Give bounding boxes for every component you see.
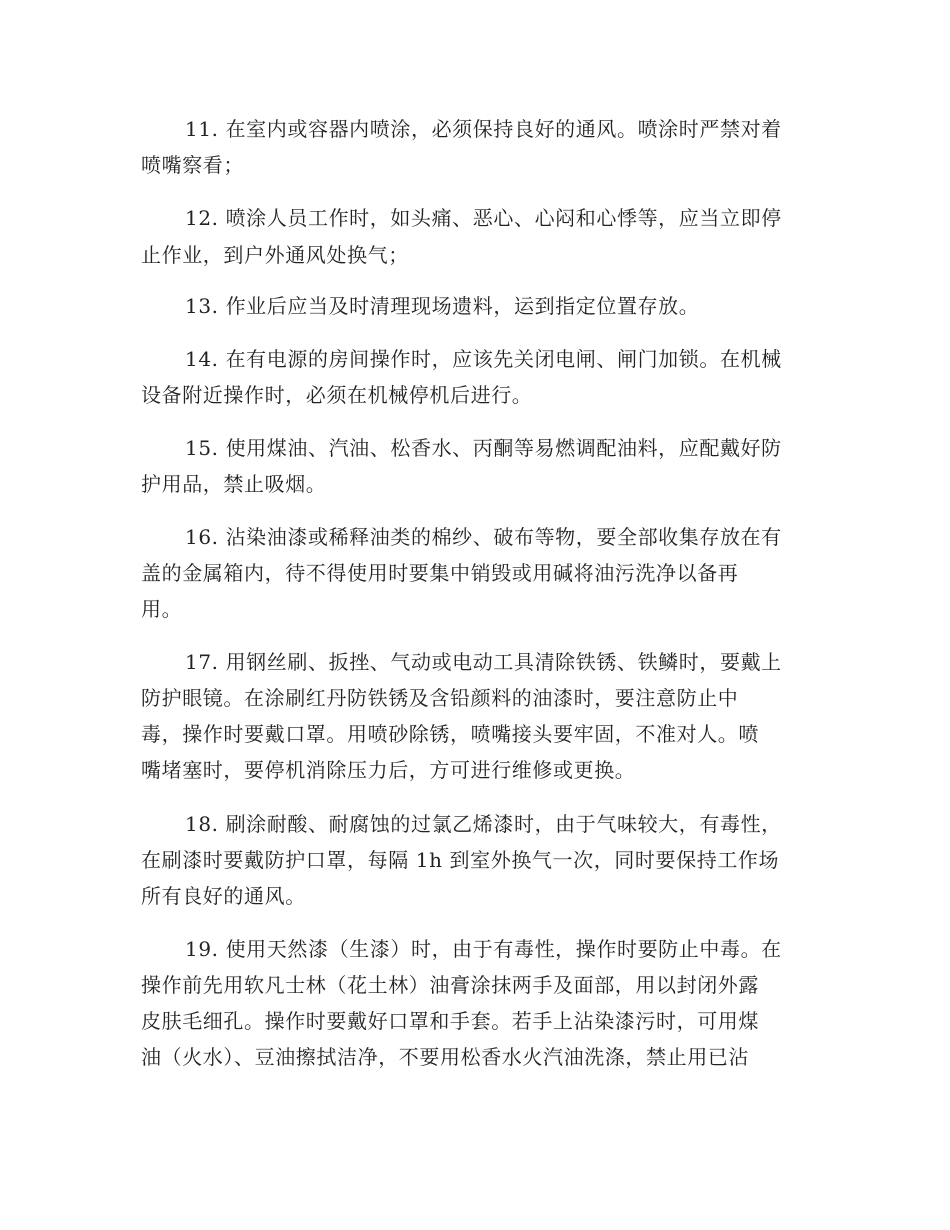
paragraph-16-line-1: 16. 沾染油漆或稀释油类的棉纱、破布等物，要全部收集存放在有 [185, 525, 782, 549]
paragraph-19-line-1: 19. 使用天然漆（生漆）时，由于有毒性，操作时要防止中毒。在 [185, 937, 782, 961]
paragraph-16-line-3: 用。 [141, 597, 183, 621]
paragraph-19-line-3: 皮肤毛细孔。操作时要戴好口罩和手套。若手上沾染漆污时，可用煤 [141, 1009, 759, 1033]
paragraph-15-line-1: 15. 使用煤油、汽油、松香水、丙酮等易燃调配油料，应配戴好防 [185, 436, 782, 460]
paragraph-12-line-2: 止作业，到户外通风处换气； [141, 243, 409, 267]
paragraph-15-line-2: 护用品，禁止吸烟。 [141, 472, 327, 496]
paragraph-17-line-4: 嘴堵塞时，要停机消除压力后，方可进行维修或更换。 [141, 758, 636, 782]
paragraph-18-line-3: 所有良好的通风。 [141, 884, 306, 908]
paragraph-17-line-1: 17. 用钢丝刷、扳挫、气动或电动工具清除铁锈、铁鳞时，要戴上 [185, 650, 782, 674]
paragraph-17-line-3: 毒，操作时要戴口罩。用喷砂除锈，喷嘴接头要牢固，不准对人。喷 [141, 722, 759, 746]
paragraph-17-line-2: 防护眼镜。在涂刷红丹防铁锈及含铅颜料的油漆时，要注意防止中 [141, 686, 739, 710]
paragraph-12-line-1: 12. 喷涂人员工作时，如头痛、恶心、心闷和心悸等，应当立即停 [185, 206, 782, 230]
paragraph-19-line-4: 油（火水）、豆油擦拭洁净，不要用松香水火汽油洗涤，禁止用已沾 [141, 1045, 749, 1069]
paragraph-19-line-2: 操作前先用软凡士林（花土林）油膏涂抹两手及面部，用以封闭外露 [141, 973, 759, 997]
paragraph-14-line-1: 14. 在有电源的房间操作时，应该先关闭电闸、闸门加锁。在机械 [185, 347, 782, 371]
paragraph-11-line-2: 喷嘴察看； [141, 153, 244, 177]
paragraph-16-line-2: 盖的金属箱内，待不得使用时要集中销毁或用碱将油污洗净以备再 [141, 561, 739, 585]
paragraph-11-line-1: 11. 在室内或容器内喷涂，必须保持良好的通风。喷涂时严禁对着 [185, 117, 782, 141]
paragraph-14-line-2: 设备附近操作时，必须在机械停机后进行。 [141, 383, 533, 407]
paragraph-18-line-2: 在刷漆时要戴防护口罩，每隔 1h 到室外换气一次，同时要保持工作场 [141, 848, 780, 872]
paragraph-18-line-1: 18. 刷涂耐酸、耐腐蚀的过氯乙烯漆时，由于气味较大，有毒性， [185, 812, 782, 836]
paragraph-13-line-1: 13. 作业后应当及时清理现场遗料，运到指定位置存放。 [185, 294, 700, 318]
